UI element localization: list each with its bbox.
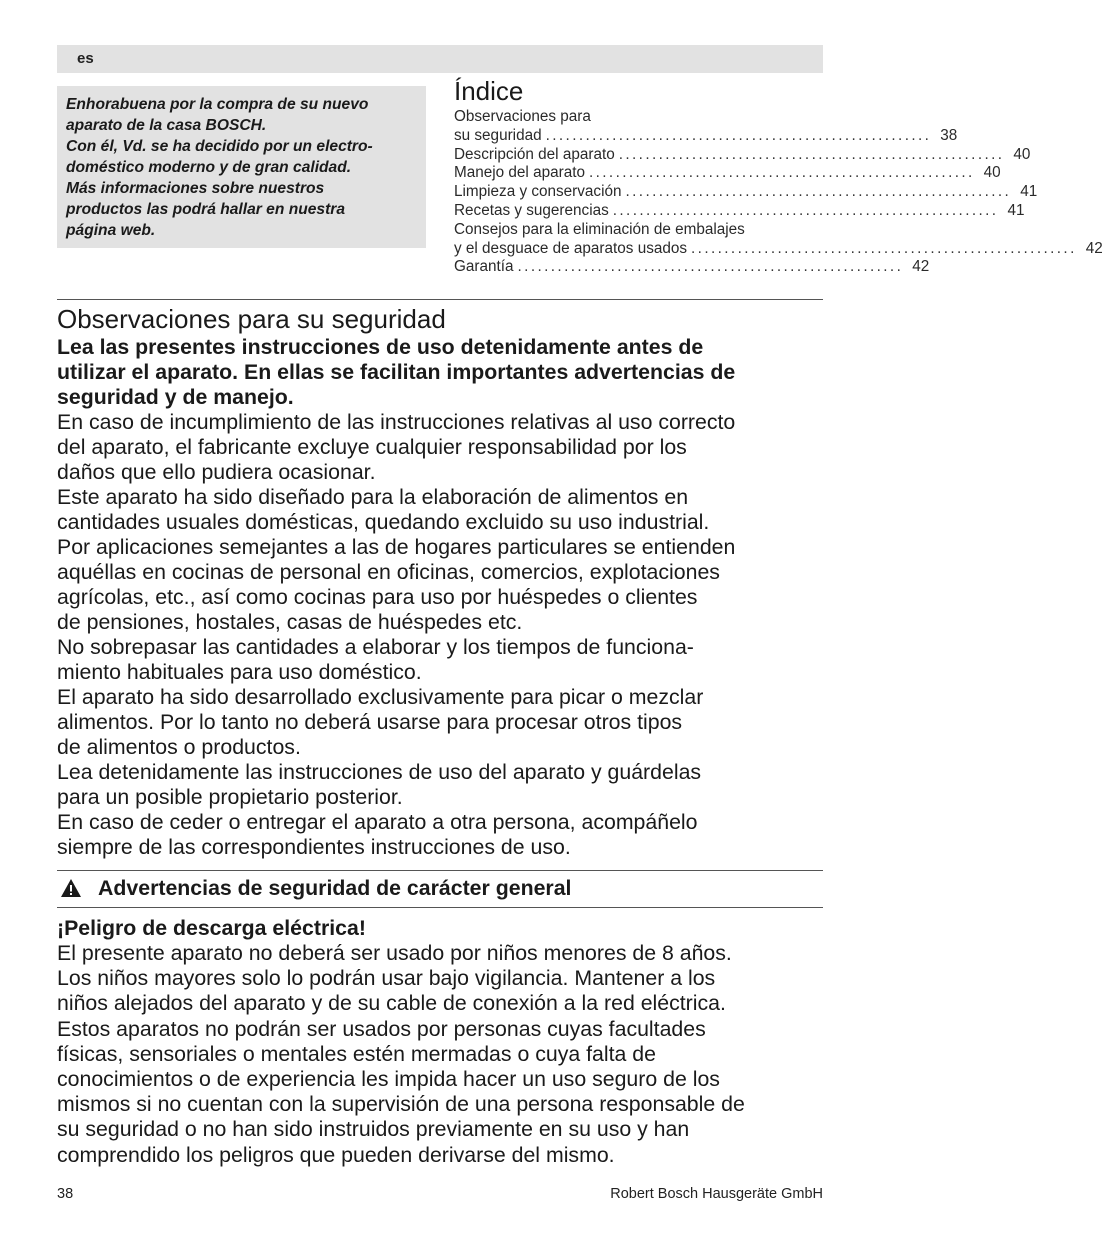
intro-line: Más informaciones sobre nuestros	[66, 180, 325, 197]
danger-title: ¡Peligro de descarga eléctrica!	[57, 916, 366, 940]
intro-line: productos las podrá hallar en nuestra	[66, 201, 346, 218]
intro-line: Con él, Vd. se ha decidido por un electro-	[66, 138, 373, 155]
toc-leader-dots: ..........................................................	[691, 239, 1077, 257]
body-line: Lea detenidamente las instrucciones de uso del aparato y guárdelas	[57, 760, 702, 784]
toc-entry-page: 40	[1013, 145, 1031, 163]
danger-line: mismos si no cuentan con la supervisión de una persona responsable de	[57, 1092, 745, 1117]
body-line: agrícolas, etc., así como cocinas para uso por huéspedes o clientes	[57, 585, 698, 609]
toc-entry-text: y el desguace de aparatos usados	[454, 239, 688, 257]
toc-entry-page: 41	[1020, 183, 1038, 201]
toc-entry[interactable]	[454, 164, 1001, 183]
toc-leader-dots: ..........................................................	[545, 126, 932, 144]
danger-line: comprendido los peligros que pueden derivarse del mismo.	[57, 1142, 615, 1167]
warning-divider-top	[57, 870, 823, 871]
intro-line: página web.	[66, 222, 156, 239]
toc-line: Consejos para la eliminación de embalajes	[454, 220, 745, 238]
toc-entry-page: 38	[940, 126, 958, 144]
intro-line: Enhorabuena por la compra de su nuevo	[66, 96, 369, 113]
danger-line: Estos aparatos no podrán ser usados por personas cuyas facultades	[57, 1016, 706, 1041]
lead-line: Lea las presentes instrucciones de uso detenidamente antes de	[57, 335, 704, 359]
warning-divider-bottom	[57, 907, 823, 908]
warning-heading	[57, 872, 823, 906]
body-line: del aparato, el fabricante excluye cualquier responsabilidad por los	[57, 435, 687, 459]
language-bar	[57, 45, 823, 73]
toc-entry-text: su seguridad	[454, 126, 542, 144]
intro-box	[57, 86, 426, 248]
safety-section	[57, 304, 827, 860]
safety-title: Observaciones para su seguridad	[57, 304, 446, 334]
toc-entry[interactable]	[454, 239, 1103, 259]
toc-entry-text: Garantía	[454, 258, 514, 276]
body-line: daños que ello pudiera ocasionar.	[57, 460, 376, 484]
danger-line: El presente aparato no deberá ser usado por niños menores de 8 años.	[57, 941, 732, 965]
toc-entry[interactable]	[454, 183, 1038, 202]
danger-line: niños alejados del aparato y de su cable de conexión a la red eléctrica.	[57, 991, 726, 1016]
danger-line: conocimientos o de experiencia les impida hacer un uso seguro de los	[57, 1067, 720, 1092]
toc-entry-page: 41	[1007, 201, 1025, 219]
toc-entry-page: 40	[983, 164, 1001, 182]
toc-entry-text: Limpieza y conservación	[454, 183, 622, 201]
page-number: 38	[57, 1186, 74, 1202]
toc-entry[interactable]	[454, 126, 958, 146]
danger-line: su seguridad o no han sido instruidos previamente en su uso y han	[57, 1117, 690, 1142]
language-code: es	[77, 50, 94, 67]
toc-entry-text: Recetas y sugerencias	[454, 201, 609, 219]
body-line: Este aparato ha sido diseñado para la elaboración de alimentos en	[57, 485, 689, 509]
toc-leader-dots: ..........................................................	[625, 183, 1012, 201]
body-line: Por aplicaciones semejantes a las de hogares particulares se entienden	[57, 535, 736, 559]
body-line: miento habituales para uso doméstico.	[57, 660, 422, 684]
body-line: cantidades usuales domésticas, quedando excluido su uso industrial.	[57, 510, 710, 534]
toc-entry-text: Descripción del aparato	[454, 145, 615, 163]
warning-triangle-icon	[60, 878, 82, 898]
toc-leader-dots: ..........................................................	[618, 145, 1005, 163]
body-line: de pensiones, hostales, casas de huéspedes etc.	[57, 610, 523, 634]
toc-leader-dots: ..........................................................	[612, 201, 999, 219]
lead-line: utilizar el aparato. En ellas se facilitan importantes advertencias de	[57, 360, 736, 384]
warning-label: Advertencias de seguridad de carácter general	[98, 876, 572, 900]
intro-line: doméstico moderno y de gran calidad.	[66, 159, 352, 176]
safety-body	[57, 410, 827, 860]
body-line: En caso de ceder o entregar el aparato a otra persona, acompáñelo	[57, 810, 698, 834]
body-line: En caso de incumplimiento de las instrucciones relativas al uso correcto	[57, 410, 736, 434]
body-line: No sobrepasar las cantidades a elaborar y los tiempos de funciona-	[57, 635, 694, 659]
lead-line: seguridad y de manejo.	[57, 385, 294, 409]
company-name: Robert Bosch Hausgeräte GmbH	[610, 1186, 823, 1202]
body-line: alimentos. Por lo tanto no deberá usarse para procesar otros tipos	[57, 710, 683, 734]
toc-entry-text: Manejo del aparato	[454, 164, 585, 182]
toc-leader-dots: ..........................................................	[588, 164, 975, 182]
body-line: para un posible propietario posterior.	[57, 785, 403, 809]
table-of-contents	[454, 76, 1103, 277]
toc-entry[interactable]	[454, 201, 1025, 221]
body-line: aquéllas en cocinas de personal en oficinas, comercios, explotaciones	[57, 560, 720, 584]
section-divider	[57, 299, 823, 300]
danger-line: Los niños mayores solo lo podrán usar bajo vigilancia. Mantener a los	[57, 966, 716, 991]
body-line: El aparato ha sido desarrollado exclusivamente para picar o mezclar	[57, 685, 704, 709]
toc-entry[interactable]	[454, 145, 1031, 165]
electric-shock-section	[57, 916, 827, 1168]
toc-title: Índice	[454, 76, 524, 106]
toc-entry-page: 42	[1085, 239, 1103, 257]
toc-line: Observaciones para	[454, 108, 591, 125]
safety-lead	[57, 335, 827, 410]
danger-line: físicas, sensoriales o mentales estén mermadas o cuya falta de	[57, 1041, 656, 1066]
body-line: de alimentos o productos.	[57, 735, 301, 759]
intro-line: aparato de la casa BOSCH.	[66, 117, 267, 134]
toc-entry-page: 42	[912, 258, 930, 276]
toc-leader-dots: ..........................................................	[517, 258, 904, 276]
toc-entry[interactable]	[454, 258, 930, 277]
body-line: siempre de las correspondientes instrucciones de uso.	[57, 835, 571, 859]
